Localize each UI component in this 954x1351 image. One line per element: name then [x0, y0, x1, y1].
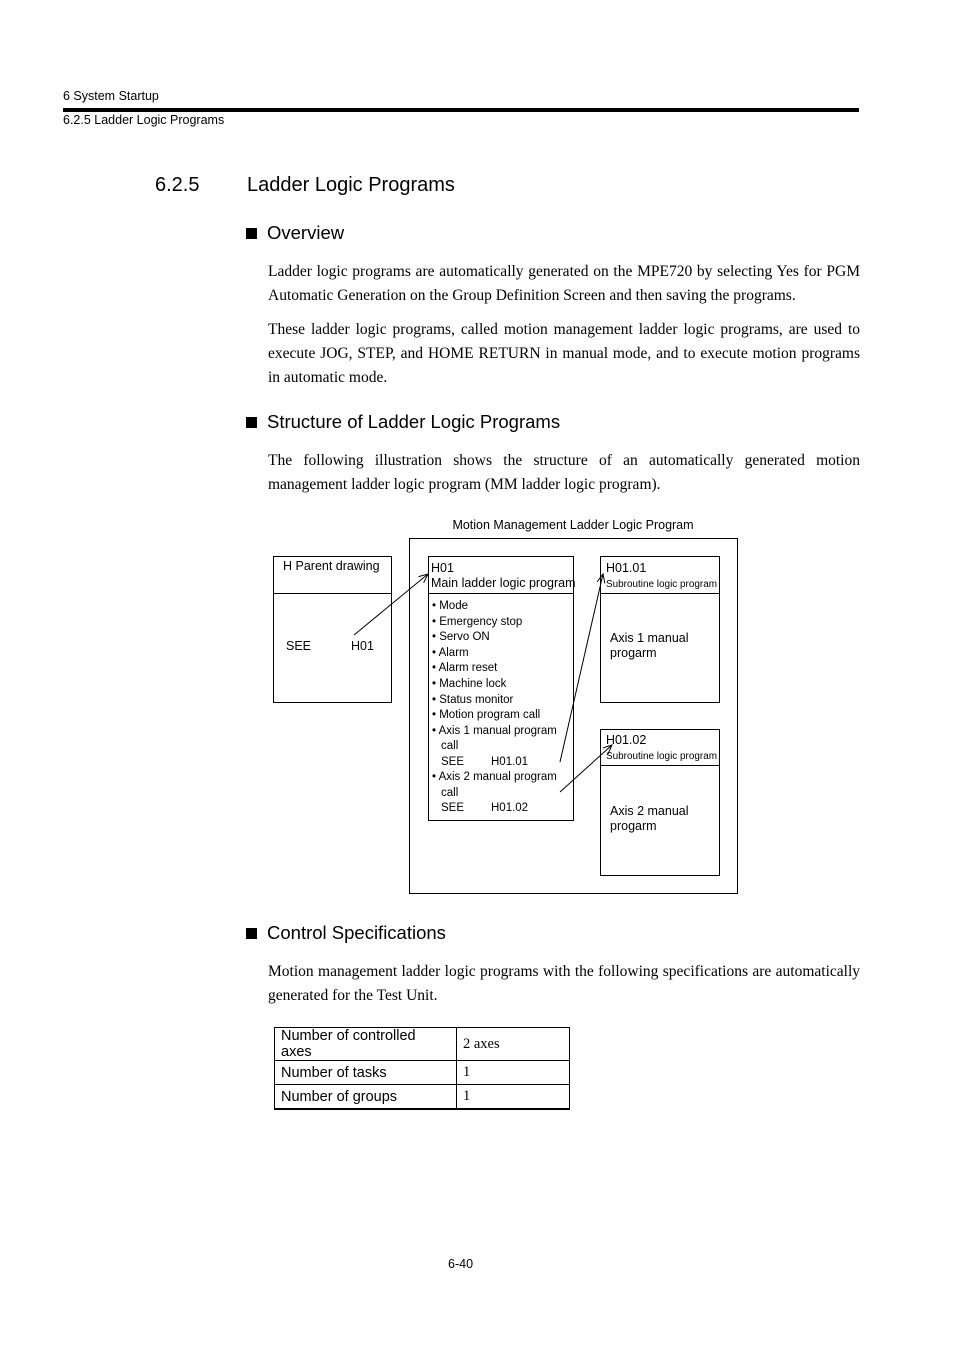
page-number: 6-40: [448, 1257, 474, 1271]
parent-drawing-box: [274, 557, 392, 703]
main-item-axis1-ref: H01.01: [491, 756, 529, 768]
main-item-axis1-see: SEE: [441, 756, 465, 768]
bullet-square-icon: [246, 928, 257, 939]
sub2-body-line1: Axis 2 manual: [610, 804, 689, 818]
sub2-body-line2: progarm: [610, 819, 657, 833]
sub1-body-line1: Axis 1 manual: [610, 631, 689, 645]
main-item-motion-program-call: • Motion program call: [432, 709, 541, 721]
sub2-id: H01.02: [606, 733, 647, 747]
main-program-id: H01: [431, 561, 454, 575]
parent-drawing-title: H Parent drawing: [283, 559, 380, 573]
structure-paragraph: The following illustration shows the structure of an automatically generated motion management ladder logic program (MM ladder logic program).: [268, 452, 860, 493]
parent-ref-label: H01: [351, 639, 374, 653]
structure-heading-text: Structure of Ladder Logic Programs: [267, 411, 561, 432]
overview-paragraph-1: Ladder logic programs are automatically generated on the MPE720 by selecting Yes for PGM Automatic Generation on the Group Definition Screen and then saving the programs.: [268, 263, 860, 304]
section-title: Ladder Logic Programs: [247, 174, 455, 196]
control-heading: [246, 922, 446, 944]
spec-key: Number of tasks: [275, 1061, 457, 1085]
main-item-axis1-call: call: [441, 740, 459, 752]
table-row: [275, 1061, 570, 1085]
sub1-title: Subroutine logic program: [606, 579, 717, 590]
main-item-axis2-see: SEE: [441, 802, 465, 814]
sub1-body-line2: progarm: [610, 646, 657, 660]
table-row: [275, 1085, 570, 1110]
control-heading-text: Control Specifications: [267, 922, 446, 943]
diagram-caption: Motion Management Ladder Logic Program: [452, 518, 694, 532]
spec-value: 1: [457, 1085, 570, 1110]
sub2-title: Subroutine logic program: [606, 751, 717, 762]
table-row: [275, 1028, 570, 1061]
parent-see-label: SEE: [286, 639, 312, 653]
sub1-id: H01.01: [606, 561, 647, 575]
running-header-chapter: 6 System Startup: [63, 89, 159, 103]
main-item-emergency-stop: • Emergency stop: [432, 616, 523, 628]
main-item-servo-on: • Servo ON: [432, 631, 490, 643]
main-program-title: Main ladder logic program: [431, 576, 576, 590]
section-number: 6.2.5: [155, 174, 200, 196]
running-header-section: 6.2.5 Ladder Logic Programs: [63, 113, 225, 127]
control-spec-table: [274, 1027, 570, 1110]
control-paragraph: Motion management ladder logic programs with the following specifications are automatically generated for the Test Unit.: [268, 963, 860, 1004]
main-item-alarm-reset: • Alarm reset: [432, 662, 498, 674]
overview-paragraph-2: These ladder logic programs, called motion management ladder logic programs, are used to execute JOG, STEP, and HOME RETURN in manual mode, and to execute motion programs in automatic mode.: [268, 321, 860, 386]
main-item-axis2-manual: • Axis 2 manual program: [432, 771, 557, 783]
main-item-axis1-manual: • Axis 1 manual program: [432, 725, 557, 737]
spec-value: 2 axes: [457, 1028, 570, 1061]
main-item-axis2-ref: H01.02: [491, 802, 529, 814]
spec-key: Number of controlled axes: [275, 1028, 457, 1061]
main-item-alarm: • Alarm: [432, 647, 469, 659]
spec-value: 1: [457, 1061, 570, 1085]
arrow-main-to-sub1: [560, 574, 603, 762]
overview-heading-text: Overview: [267, 222, 345, 243]
spec-key: Number of groups: [275, 1085, 457, 1110]
arrow-main-to-sub2: [560, 745, 612, 792]
main-item-axis2-call: call: [441, 787, 459, 799]
main-item-mode: • Mode: [432, 600, 468, 612]
main-item-status-monitor: • Status monitor: [432, 694, 514, 706]
main-item-machine-lock: • Machine lock: [432, 678, 507, 690]
